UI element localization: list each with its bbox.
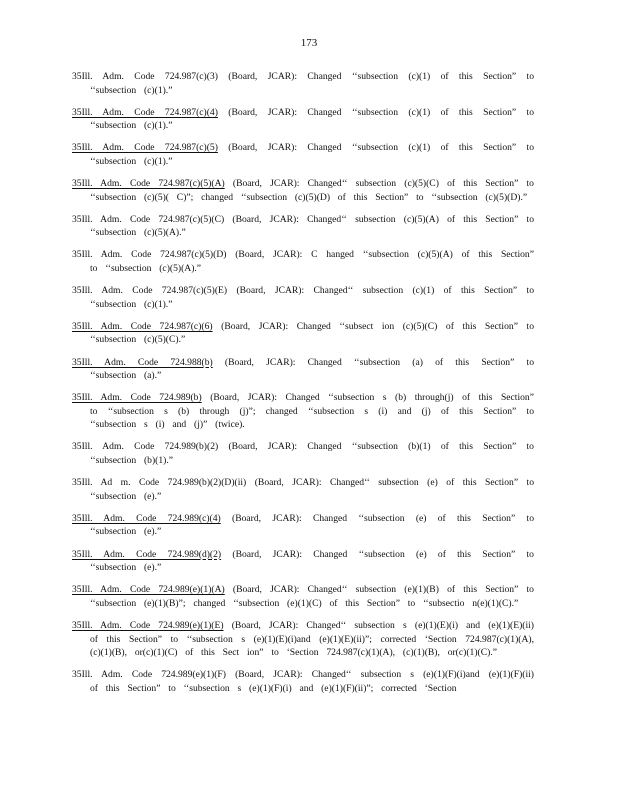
entry-list <box>72 70 534 704</box>
entry <box>72 213 534 240</box>
entry-citation: 35Ill. Adm. Code 724.987(c)(5)(E) <box>72 285 228 297</box>
entry-text: (Board, JCAR): Changed‘‘ subsection (c)(5)(A) of this Section” to ‘‘subsection (c)(5)(A).” <box>90 213 534 239</box>
entry-text: (Board, JCAR): Changed‘‘ subsection (c)(5)(C) of this Section” to ‘‘subsection (c)(5)( C)”; changed ‘‘subsection (c)(5)(D) of this Section” to ‘‘subsection (c)(5)(D).” <box>90 178 534 203</box>
entry-citation: 35Ill. Adm. Code 724.987(c)(6) <box>72 320 213 332</box>
entry-text: (Board, JCAR): C hanged ‘‘subsection (c)(5)(A) of this Section” to ‘‘subsection (c)(5)(A).” <box>90 249 534 275</box>
page-number: 173 <box>300 37 318 49</box>
entry-citation: 35Ill. Adm. Code 724.989(b)(2) <box>72 441 219 453</box>
entry-citation: 35Ill. Adm. Code 724.987(c)(5)(D) <box>72 249 227 261</box>
entry-text: (Board, JCAR): Changed‘‘ subsection s (e)(1)(E)(i) and (e)(1)(E)(ii) of this Section” to ‘‘subsection s (e)(1)(E)(i)and (e)(1)(E)(ii)”; corrected ‘Section 724.987(c)(1)(A), (c)(1)(B), or(c)(1)(C) of this Sect ion” to ‘Section 724.987(c)(1)(A), (c)(1)(B), or(c)(1)(C).” <box>90 619 534 659</box>
entry <box>72 583 534 610</box>
entry-text: (Board, JCAR): Changed ‘‘subsection (c)(1) of this Section” to ‘‘subsection (c)(1).” <box>90 106 534 132</box>
entry-citation: 35Ill. Adm. Code 724.987(c)(4) <box>72 106 218 118</box>
entry <box>72 248 534 275</box>
entry-citation: 35Ill. Adm. Code 724.989(d)(2) <box>72 548 222 560</box>
entry-text: (Board, JCAR): Changed ‘‘subsect ion (c)(5)(C) of this Section” to ‘‘subsection (c)(5)(C).” <box>90 320 534 346</box>
entry <box>72 619 534 660</box>
entry <box>72 284 534 311</box>
entry <box>72 512 534 539</box>
entry-text: (Board, JCAR): Changed ‘‘subsection s (b) through(j) of this Section” to ‘‘subsection s (b) through (j)”; changed ‘‘subsection s (i) and (j) of this Section” to ‘‘subsection s (i) and (j)” (twice). <box>90 392 534 431</box>
entry-text: (Board, JCAR): Changed ‘‘subsection (b)(1) of this Section” to ‘‘subsection (b)(1).” <box>90 441 534 467</box>
entry-citation: 35Ill. Adm. Code 724.989(c)(4) <box>72 512 221 524</box>
entry <box>72 548 534 575</box>
entry-citation: 35Ill. Adm. Code 724.987(c)(5)(C) <box>72 213 225 225</box>
entry-citation: 35Ill. Adm. Code 724.989(e)(1)(F) <box>72 669 226 681</box>
entry <box>72 391 534 432</box>
entry-text: (Board, JCAR): Changed‘‘ subsection s (e)(1)(F)(i)and (e)(1)(F)(ii) of this Section” to ‘‘subsection s (e)(1)(F)(i) and (e)(1)(F)(ii)”; corrected ‘Section <box>90 669 534 694</box>
entry <box>72 106 534 133</box>
entry <box>72 476 534 503</box>
entry <box>72 440 534 467</box>
entry-text: (Board, JCAR): Changed ‘‘subsection (e) of this Section” to ‘‘subsection (e).” <box>90 512 534 538</box>
entry-text: (Board, JCAR): Changed‘‘ subsection (e)(1)(B) of this Section” to ‘‘subsection (e)(1)(B)”; changed ‘‘subsection (e)(1)(C) of this Section” to ‘‘subsectio n(e)(1)(C).” <box>90 584 534 609</box>
entry <box>72 320 534 347</box>
entry-citation: 35Ill. Adm. Code 724.989(e)(1)(E) <box>72 619 224 631</box>
entry-text: (Board, JCAR): Changed‘‘ subsection (e) of this Section” to ‘‘subsection (e).” <box>90 477 534 502</box>
entry-citation: 35Ill. Adm. Code 724.987(c)(3) <box>72 71 218 82</box>
entry-text: (Board, JCAR): Changed‘‘ subsection (c)(1) of this Section” to ‘‘subsection (c)(1).” <box>90 285 534 310</box>
entry <box>72 141 534 168</box>
entry <box>72 668 534 695</box>
entry-text: (Board, JCAR): Changed ‘‘subsection (c)(1) of this Section” to ‘‘subsection (c)(1).” <box>90 142 534 167</box>
entry-text: (Board, JCAR): Changed ‘‘subsection (c)(1) of this Section” to ‘‘subsection (c)(1).” <box>90 71 534 96</box>
entry-citation: 35Ill. Adm. Code 724.988(b) <box>72 356 213 368</box>
entry-citation: 35Ill. Ad m. Code 724.989(b)(2)(D)(ii) <box>72 477 247 489</box>
entry <box>72 177 534 204</box>
entry-text: (Board, JCAR): Changed ‘‘subsection (e) of this Section” to ‘‘subsection (e).” <box>90 548 534 574</box>
entry-citation: 35Ill. Adm. Code 724.987(c)(5)(A) <box>72 178 225 190</box>
entry-citation: 35Ill. Adm. Code 724.989(e)(1)(A) <box>72 584 225 596</box>
entry-citation: 35Ill. Adm. Code 724.989(b) <box>72 392 202 404</box>
entry-text: (Board, JCAR): Changed ‘‘subsection (a) of this Section” to ‘‘subsection (a).” <box>90 356 534 382</box>
entry <box>72 70 534 97</box>
entry-citation: 35Ill. Adm. Code 724.987(c)(5) <box>72 142 218 154</box>
entry <box>72 356 534 383</box>
